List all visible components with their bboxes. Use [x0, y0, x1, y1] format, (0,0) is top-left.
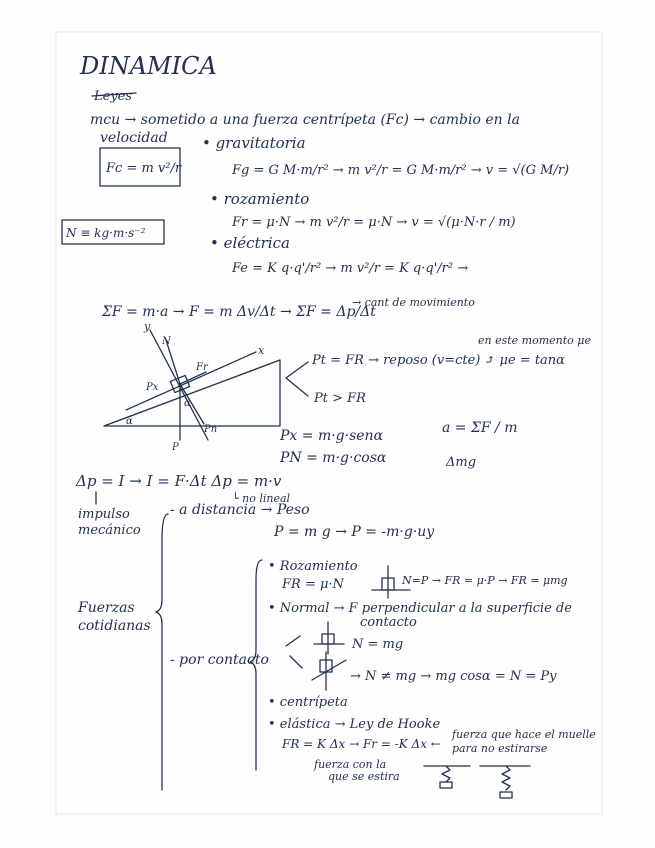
case-sliding: Pt > FR: [314, 391, 366, 406]
friction-item: • Rozamiento: [268, 559, 358, 574]
centripetal-formula: Fc = m v²/r: [106, 161, 182, 176]
px-formula: Px = m·g·senα: [280, 428, 384, 444]
normal-not-weight: → N ≠ mg → mg cosα = N = Py: [350, 669, 557, 684]
impulse-formula: Δp = I → I = F·Δt Δp = m·v: [76, 472, 282, 490]
acceleration-formula: a = ΣF / m: [442, 420, 518, 436]
elastic-item: • elástica → Ley de Hooke: [268, 717, 441, 732]
gravitational-formula: Fg = G M·m/r² → m v²/r = G M·m/r² → v = √(G M/r): [232, 163, 570, 178]
page-title: DINAMICA: [80, 52, 217, 80]
pn-label: Pn: [204, 424, 218, 435]
newton-unit: N ≡ kg·m·s⁻²: [66, 226, 146, 240]
momentum-note: → cant de movimiento: [352, 296, 475, 309]
friction-label: • rozamiento: [210, 190, 310, 208]
gravitational-label: • gravitatoria: [202, 134, 306, 152]
electric-formula: Fe = K q·q'/r² → m v²/r = K q·q'/r² →: [232, 261, 469, 276]
impulse-label-2: mecánico: [78, 523, 141, 538]
friction-formula: Fr = μ·N → m v²/r = μ·N → v = √(μ·N·r / m): [232, 215, 516, 230]
forces-label-1: Fuerzas: [78, 600, 135, 616]
normal-label: N: [162, 336, 171, 347]
hooke-note-2: para no estirarse: [452, 742, 548, 755]
hooke-formula: FR = K Δx → Fr = -K Δx ←: [282, 737, 441, 751]
friction-result: N=P → FR = μ·P → FR = μmg: [402, 574, 568, 587]
crossed-scribble: Δmg: [446, 455, 477, 470]
case-equilibrium: Pt = FR → reposo (v=cte) ⤴ μe = tanα: [312, 353, 565, 368]
distance-forces: - a distancia → Peso: [170, 502, 310, 518]
impulse-label-1: impulso: [78, 507, 130, 522]
newton-second-law: ΣF = m·a → F = m Δv/Δt → ΣF = Δp/Δt: [102, 304, 376, 320]
mcu-line-2: velocidad: [100, 130, 168, 146]
centripetal-item: • centrípeta: [268, 695, 348, 710]
non-linear-note: └ no lineal: [232, 492, 291, 505]
axis-y-label: y: [144, 320, 151, 333]
p-label: P: [172, 442, 179, 453]
mcu-line-1: mcu → sometido a una fuerza centrípeta (Fc) → cambio en la: [90, 112, 520, 128]
hooke-note-1: fuerza que hace el muelle: [452, 728, 596, 741]
contact-forces: - por contacto: [170, 652, 269, 668]
angle-label-2: α: [184, 398, 191, 409]
stretch-note-1: fuerza con la: [314, 758, 387, 771]
pn-formula: PN = m·g·cosα: [280, 450, 387, 466]
friction-item-formula: FR = μ·N: [282, 577, 344, 592]
laws-heading: Leyes: [94, 89, 133, 104]
weight-formula: P = m g → P = -m·g·uy: [274, 524, 435, 540]
electric-label: • eléctrica: [210, 234, 290, 252]
normal-item-2: contacto: [360, 615, 417, 630]
moment-note: en este momento μe: [478, 334, 591, 347]
axis-x-label: x: [258, 344, 265, 357]
forces-label-2: cotidianas: [78, 618, 151, 634]
angle-label-1: α: [126, 416, 133, 427]
stretch-note-2: que se estira: [328, 770, 400, 783]
normal-equals-weight: N = mg: [352, 637, 404, 652]
px-label: Px: [146, 382, 159, 393]
normal-item: • Normal → F perpendicular a la superficie de: [268, 601, 572, 616]
friction-vector-label: Fr: [196, 362, 208, 373]
